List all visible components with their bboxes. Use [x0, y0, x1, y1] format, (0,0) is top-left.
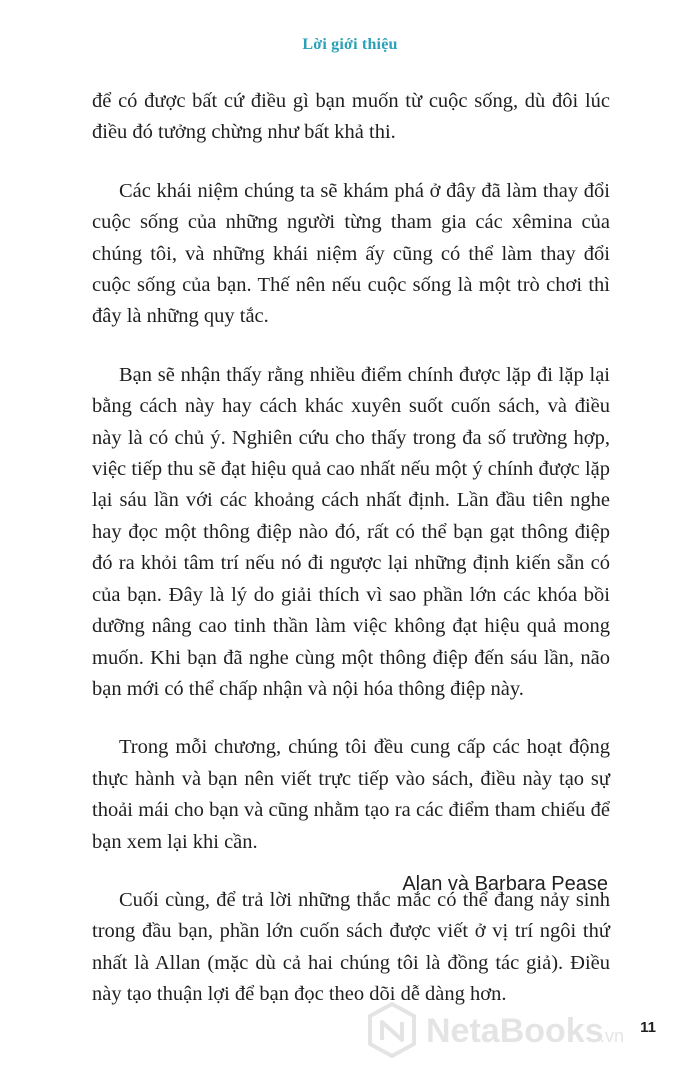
svg-text:.vn: .vn: [600, 1026, 625, 1046]
paragraph-1: để có được bất cứ điều gì bạn muốn từ cuộc sống, dù đôi lúc điều đó tưởng chừng như bất khả thi.: [92, 90, 610, 144]
paragraph-3: Bạn sẽ nhận thấy rằng nhiều điểm chính được lặp đi lặp lại bằng cách này hay cách khác xuyên suốt cuốn sách, và điều này là có chủ ý. Nghiên cứu cho thấy trong đa số trường hợp, việc tiếp thu sẽ đạt hiệu quả cao nhất nếu một ý chính được lặp lại sáu lần với các khoảng cách nhất định. Lần đầu tiên nghe hay đọc một thông điệp nào đó, rất có thể bạn gạt thông điệp đó ra khỏi tâm trí nếu nó đi ngược lại những định kiến sẵn có của bạn. Đây là lý do giải thích vì sao phần lớn các khóa bồi dưỡng nâng cao tinh thần làm việc không đạt hiệu quả mong muốn. Khi bạn đã nghe cùng một thông điệp đến sáu lần, não bạn mới có thể chấp nhận và nội hóa thông điệp này.: [92, 363, 610, 700]
paragraph-5: Cuối cùng, để trả lời những thắc mắc có thể đang nảy sinh trong đầu bạn, phần lớn cuốn sách được viết ở vị trí ngôi thứ nhất là Allan (mặc dù cả hai chúng tôi là đồng tác giả). Điều này tạo thuận lợi để bạn đọc theo dõi dễ dàng hơn.: [92, 888, 610, 1006]
page-number: 11: [640, 1019, 656, 1036]
paragraph-2: Các khái niệm chúng ta sẽ khám phá ở đây đã làm thay đổi cuộc sống của những người từng tham gia các xêmina của chúng tôi, và những khái niệm ấy cũng có thể làm thay đổi cuộc sống của bạn. Thế nên nếu cuộc sống là một trò chơi thì đây là những quy tắc.: [92, 179, 610, 328]
author-signature: Alan và Barbara Pease: [402, 873, 608, 895]
running-title: Lời giới thiệu: [302, 36, 398, 53]
paragraph-4: Trong mỗi chương, chúng tôi đều cung cấp các hoạt động thực hành và bạn nên viết trực tiếp vào sách, điều này tạo sự thoải mái cho bạn và cũng nhằm tạo ra các điểm tham chiếu để bạn xem lại khi cần.: [92, 736, 610, 853]
svg-text:NetaBooks: NetaBooks: [426, 1012, 604, 1050]
